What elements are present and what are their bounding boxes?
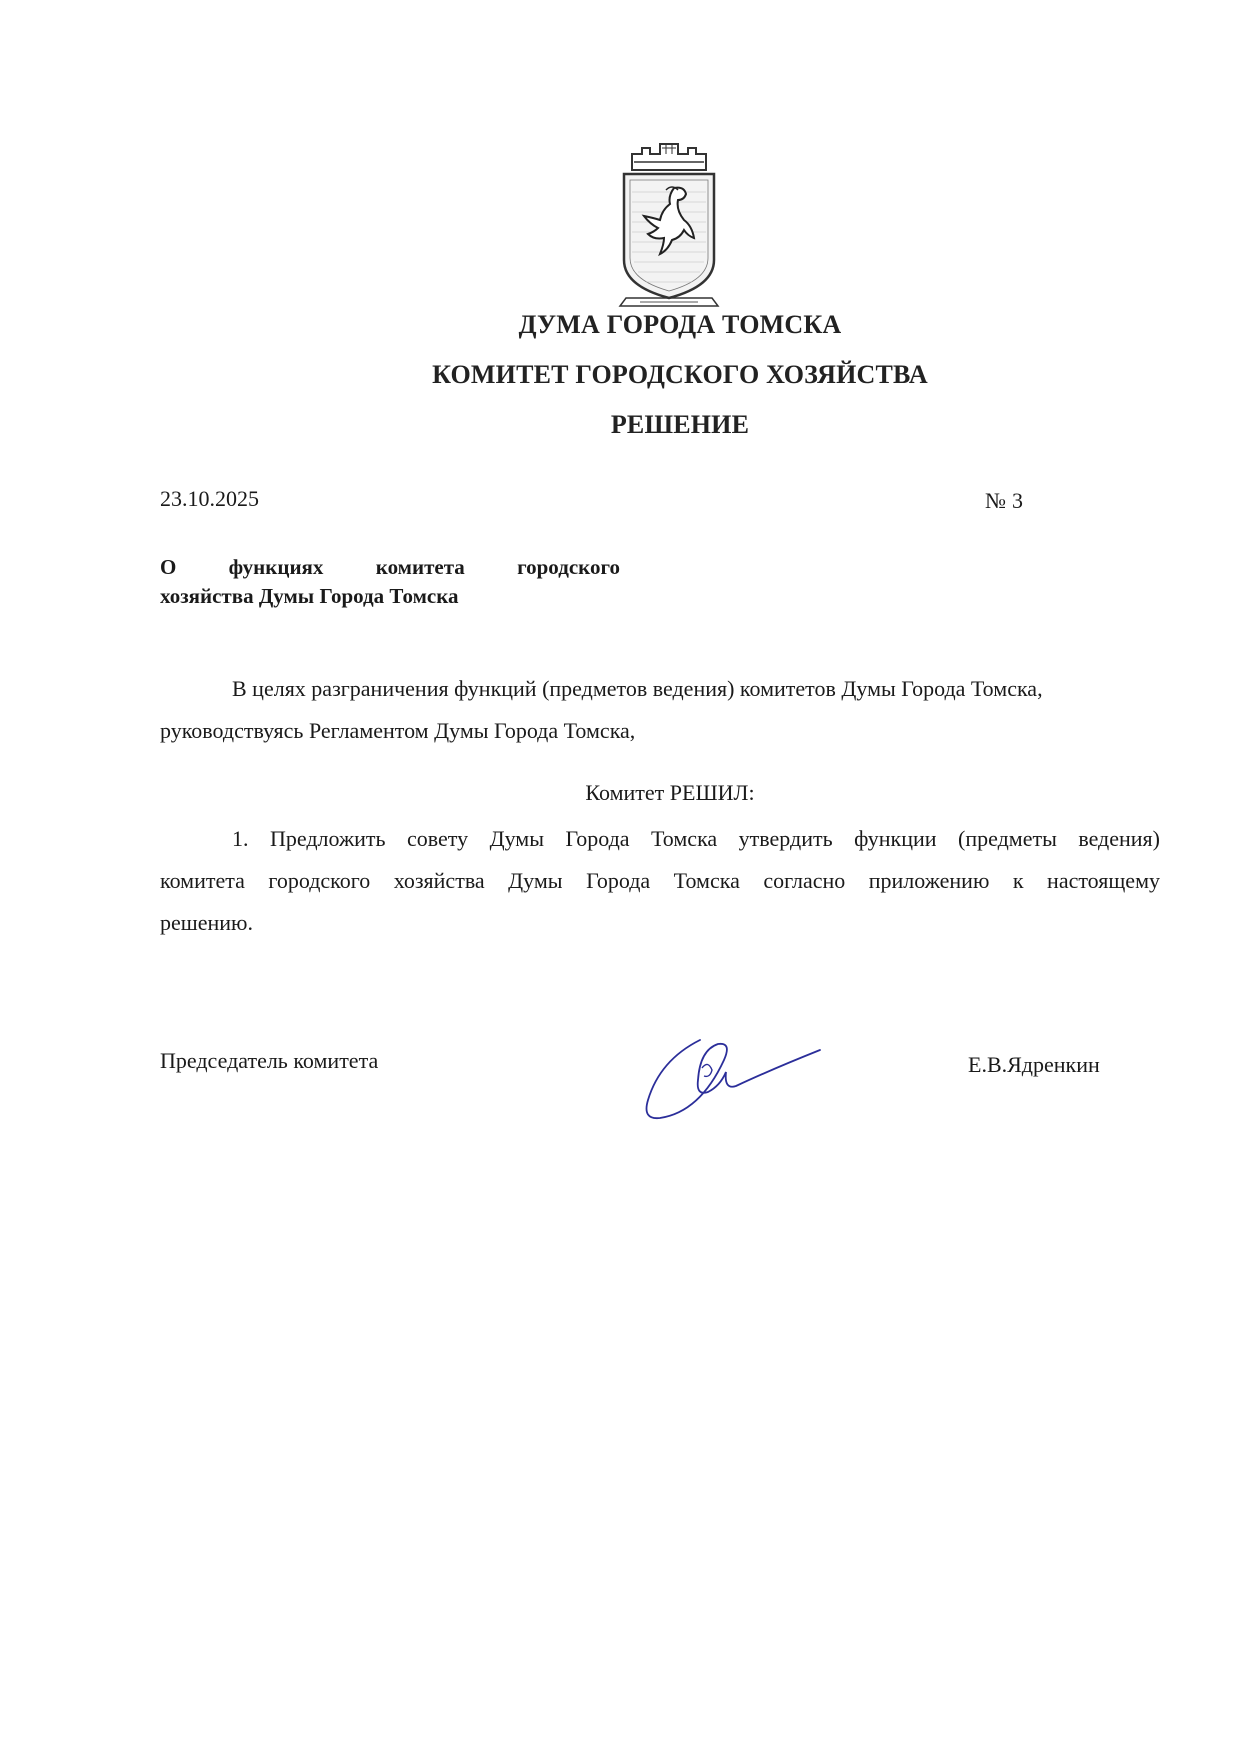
committee-title: КОМИТЕТ ГОРОДСКОГО ХОЗЯЙСТВА <box>432 360 928 389</box>
subject-word: функциях <box>228 555 324 579</box>
number-label: № <box>985 488 1006 513</box>
subject-line-1 <box>160 553 620 582</box>
document-number <box>985 488 1023 514</box>
resolution-paragraph <box>160 818 1160 944</box>
org-title: ДУМА ГОРОДА ТОМСКА <box>518 310 842 339</box>
preamble-line-2: руководствуясь Регламентом Думы Города Томска, <box>160 718 636 743</box>
resolved-heading: Комитет РЕШИЛ: <box>585 780 755 805</box>
number-value: 3 <box>1012 488 1023 513</box>
subject-word: О <box>160 555 177 579</box>
document-subject <box>160 553 620 611</box>
subject-word: комитета <box>375 555 465 579</box>
document-date: 23.10.2025 <box>160 486 259 511</box>
handwritten-signature-icon <box>640 1020 840 1130</box>
resolution-line-2: комитета городского хозяйства Думы Города Томска согласно приложению к настоящему <box>160 868 1160 893</box>
tomsk-coat-of-arms-icon <box>614 140 724 310</box>
signatory-name: Е.В.Ядренкин <box>968 1052 1100 1077</box>
preamble-paragraph <box>160 668 1160 752</box>
resolution-line-3: решению. <box>160 910 253 935</box>
subject-word: городского <box>517 555 620 579</box>
preamble-line-1: В целях разграничения функций (предметов ведения) комитетов Думы Города Томска, <box>232 676 1043 701</box>
document-type: РЕШЕНИЕ <box>610 410 750 439</box>
signatory-title: Председатель комитета <box>160 1048 379 1073</box>
resolution-line-1: 1. Предложить совету Думы Города Томска утвердить функции (предметы ведения) <box>232 826 1160 851</box>
subject-line-2: хозяйства Думы Города Томска <box>160 584 459 608</box>
